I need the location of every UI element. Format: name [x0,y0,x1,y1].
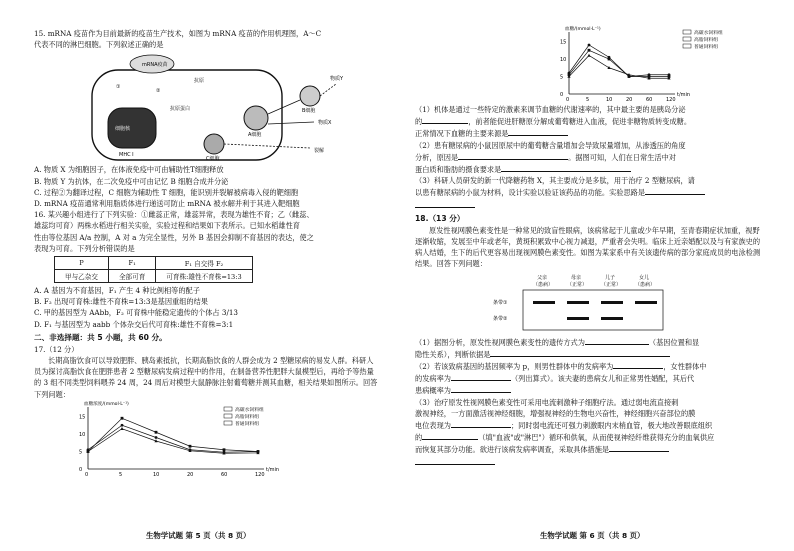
answer-blank[interactable] [490,348,670,357]
x-tick-label: 5 [586,97,590,103]
y-tick-label: 15 [79,414,86,421]
legend-swatch [224,414,232,418]
x-tick-label: 20 [626,97,633,103]
q15-option-b: B. 物质 Y 为抗体，在二次免疫中可由记忆 B 细胞合成并分泌 [34,176,229,186]
data-point [587,54,590,57]
label-cell-b: B细胞 [302,108,316,115]
arrow-a-b [268,100,300,114]
q17-para: 长期高脂饮食可以导致肥胖、胰岛素抵抗，长期高脂饮食的人群会成为 2 型糖尿病的易发人群。科研人员为探讨高脂饮食在肥胖患者 2 型糖尿病发病过程中的作用，在制备营养性肥胖大鼠模型后，再给予等热量的 3 组不同类型饲料喂养 24 周，24 周后对模型大鼠静脉注射葡萄糖并测其血糖，相关结果如图所示。回答下列问题： [34,356,378,399]
q18-part3f: （填"血液"或"淋巴"）循环和供氧，从而使视神经纤维获得充分的血氧供应 [478,433,715,443]
y-tick-label: 5 [560,74,564,81]
q18-part2c: 的发病率为 [415,374,451,384]
answer-blank[interactable] [415,456,495,465]
y-tick-label: 15 [560,39,567,46]
q16-option-a: A. A 基因为不育基因，F₁ 产生 4 种比例相等的配子 [34,286,200,296]
label-cell-c: C细胞 [206,156,220,163]
answer-blank[interactable] [451,419,511,428]
label-protein: 抗原蛋白 [170,106,191,113]
cell-c [204,134,224,154]
data-point [155,431,158,434]
legend-swatch [224,407,232,411]
arrow-b-y [320,84,336,96]
data-point [608,58,611,61]
label-cell-a: A细胞 [248,132,262,139]
table-cell-cross: 甲与乙杂交 [55,270,109,283]
q17-part2a: （2）患有糖尿病的小鼠因原尿中的葡萄糖含量增加会导致尿量增加，从渗透压的角度 [415,140,686,150]
label-antigen: 抗原 [194,78,205,85]
series-line [88,425,258,452]
q17-part2d: 蛋白质和脂肪的摄食要求是 [415,165,502,175]
answer-blank[interactable] [613,360,663,369]
band [567,301,589,304]
table-cell-f1: 全部可育 [108,270,155,283]
x-tick-label: 10 [153,471,160,478]
answer-blank[interactable] [645,186,705,195]
q18-para: 原发性视网膜色素变性是一种常见的致盲性眼病，该病常起于儿童或少年早期，至青春期症状加重，视野逐渐收缩，发展至中年或老年，黄斑积累致中心视力减退，严重者会失明。临床上近亲婚配以及与有家族史的病人结婚，生下的后代更容易出现视网膜色素变性。如图为某家系中有关该遗传病的部分家庭成员的电泳检测结果。回答下列问题： [415,225,761,269]
q18-part3e: 的 [415,433,423,443]
answer-blank[interactable] [451,384,511,393]
label-mrna: mRNA疫苗 [142,62,168,69]
label-nucleus: 细胞核 [115,126,131,133]
answer-blank[interactable] [451,372,511,381]
lane-son-status: （正常） [601,281,622,288]
q17-part1d: 正常情况下血糖的主要来源是 [415,129,509,139]
q16-stem-4: 表现为可育。下列分析错误的是 [34,243,135,253]
legend-label: 高碳水饲料组 [235,407,264,413]
data-point [588,49,591,52]
x-tick-label: 5 [119,471,123,478]
lane-son: 儿子 [605,274,616,281]
table-header-f1: F₁ [108,257,155,270]
legend-swatch [683,30,691,34]
legend-label: 高脂饲料组 [235,414,259,420]
y-axis-label: 血糖浓度/(mmol·L⁻¹) [84,401,129,407]
band [533,301,555,304]
q17-number: 17.（12 分） [34,344,79,354]
data-point [189,445,192,448]
q18-part1a: （1）据图分析，原发性视网膜色素变性的遗传方式为 [415,337,585,347]
y-tick-label: 10 [79,431,86,438]
data-point [588,44,591,47]
legend-swatch [683,37,691,41]
label-mhc: MHC Ⅰ [119,152,134,159]
legend-label: 普通饲料组 [694,45,718,50]
band-1-label: 条带① [493,299,508,306]
table-header-f2: F₁ 自交得 F₂ [156,257,252,270]
y-tick-label: 5 [79,449,83,456]
table-header-p: P [55,257,109,270]
q18-part2d: （列出算式）。该夫妻的患病女儿和正常男性婚配，其后代 [510,374,695,384]
q18-part2e: 患病概率为 [415,386,451,396]
answer-blank[interactable] [501,163,631,172]
q18-part3g: 而恢复其部分功能。欲进行该病发病率调查，采取具体措施是 [415,445,610,455]
series-line [569,50,669,76]
mrna-vaccine-diagram [74,52,374,164]
q18-part1b: （基因位置和显 [648,337,700,347]
answer-blank[interactable] [609,443,669,452]
label-subst-x: 物质X [318,120,332,127]
x-tick-label: 120 [255,471,265,478]
arrow-c-kill [224,144,310,148]
x-tick-label: 10 [606,97,613,103]
y-tick-label: 0 [560,92,564,98]
label-step2: ② [156,88,161,95]
x-axis-label: t/min [677,92,691,98]
lane-father-status: （患病） [533,281,554,288]
q18-part3b: 激视神经，一方面激活视神经细胞，增强视神经的生物电兴奋性，神经细胞兴奋部位的膜 [415,408,696,418]
data-point [121,417,124,420]
lane-daughter-status: （患病） [635,281,656,288]
footer-page-6: 生物学试题 第 6 页（共 8 页） [540,531,645,540]
q15-stem-2: 代表不同的淋巴细胞。下列叙述正确的是 [34,40,164,50]
table-cell-f2: 可育株:雄性不育株=13:3 [156,270,252,283]
q17-chart-right [551,22,751,104]
lane-mother-status: （正常） [567,281,588,288]
q17-part3b: 以患有糖尿病的小鼠为材料，设计实验以验证该药品的功能。实验思路是 [415,188,646,198]
q15-option-d: D. mRNA 疫苗通常利用脂质体进行递送可防止 mRNA 被水解并利于其进入靶细胞 [34,199,300,209]
q16-stem-2: 雄蕊均可育）两株水稻进行相关实验，实验过程和结果如下表所示。已知水稻雄性育 [34,221,300,231]
x-tick-label: 20 [187,471,194,478]
q17-part2c: 。据图可知，人们在日常生活中对 [568,152,676,162]
legend-label: 高脂饲料组 [694,38,718,43]
label-kill: 裂解 [314,148,325,155]
series-line [88,418,258,451]
x-tick-label: 60 [221,471,228,478]
x-tick-label: 0 [85,471,89,478]
q18-part3c: 电位表现为 [415,421,451,431]
section-2-heading: 二、非选择题：共 5 小题，共 60 分。 [34,332,167,342]
band [567,317,589,320]
q16-option-d: D. F₁ 与基因型为 aabb 个体杂交后代可育株:雄性不育株=3:1 [34,319,234,329]
q17-part1a: （1）机体是通过一些特定的激素来调节血糖的代谢速率的，其中最主要的是胰岛分泌 [415,105,686,114]
q18-part3a: （3）治疗原发性视网膜色素变性可采用电流刺激种子细胞疗法。通过弱电流直接刺 [415,397,679,407]
q17-part2b: 分析，原因是 [415,152,459,162]
data-point [155,436,158,439]
q18-number: 18.（13 分） [415,213,465,223]
q17-chart-left [74,401,304,479]
cell-a [244,106,268,130]
q15-option-c: C. 过程②为翻译过程，C 细胞为辅助性 T 细胞，能识别并裂解被病毒入侵的靶细胞 [34,187,299,197]
q15-stem: 15. mRNA 疫苗作为目前最新的疫苗生产技术，如图为 mRNA 疫苗的作用机理图，A～C [34,29,322,38]
q18-part2b: ，女性群体中 [663,362,707,372]
band-2-label: 条带② [493,315,508,322]
q18-part2a: （2）若该致病基因的基因频率为 p，则男性群体中的发病率为 [415,362,614,372]
arrow-a-x [268,122,314,124]
footer-page-5: 生物学试题 第 5 页（共 8 页） [146,531,251,540]
q16-stem: 16. 某兴趣小组进行了下列实验：①雌蕊正常，雄蕊异常，表现为雄性不育；乙（雌蕊、 [34,210,314,220]
series-line [88,429,258,454]
q15-option-a: A. 物质 X 为细胞因子，在体液免疫中可由辅助性T细胞释放 [34,165,224,175]
label-step1: ① [116,84,121,91]
answer-blank[interactable] [508,127,568,136]
cell-b [300,86,320,106]
y-tick-label: 10 [560,57,567,63]
data-point [120,427,123,430]
legend-swatch [224,421,232,425]
label-subst-y: 物质Y [330,76,344,83]
q18-part3d: ；同时弱电流还可强力刺激眼内末梢血管，极大地改善眼底组织 [510,421,713,431]
x-axis-label: t/min [266,466,280,473]
lane-daughter: 女儿 [639,274,650,281]
answer-blank[interactable] [458,151,568,160]
gel-electrophoresis [485,272,685,334]
answer-blank[interactable] [422,115,468,124]
legend-label: 普通饲料组 [235,421,259,427]
q16-option-b: B. F₂ 出现可育株:雄性不育株=13:3是基因重组的结果 [34,297,208,307]
x-tick-label: 120 [666,97,676,103]
lane-mother: 母亲 [571,274,582,281]
legend-label: 高碳水饲料组 [694,31,723,36]
band [635,301,657,304]
lane-father: 父亲 [537,274,548,281]
q18-part1c: 隐性关系），判断依据是 [415,349,491,359]
data-point [223,448,226,451]
legend-swatch [683,44,691,48]
y-axis-label: 血糖/(mmol·L⁻¹) [565,27,601,32]
answer-blank[interactable] [422,431,478,440]
answer-blank[interactable] [585,336,649,345]
q17-part3a: （3）科研人员研发的新一代降糖药物 X，其主要成分是多肽，用于治疗 2 型糖尿病，请 [415,176,695,186]
answer-blank[interactable] [415,199,475,208]
y-tick-label: 0 [79,466,83,473]
q16-stem-3: 性由等位基因 A/a 控制，A 对 a 为完全显性，另外 B 基因会抑制不育基因的表达，使之 [34,232,314,242]
x-tick-label: 60 [646,97,653,103]
gel-frame [523,290,663,330]
q17-part1b: 的 [415,117,423,127]
q16-table [54,256,253,283]
page-6 [397,0,794,551]
x-tick-label: 0 [566,97,570,103]
band [601,317,623,320]
data-point [121,424,124,427]
q17-part1c: ，前者能促进肝糖原分解成葡萄糖进入血液，促进非糖物质转变成糖。 [468,117,692,127]
band [601,301,623,304]
q16-option-c: C. 甲的基因型为 AAbb，F₂ 可育株中能稳定遗传的个体占 3/13 [34,308,239,318]
